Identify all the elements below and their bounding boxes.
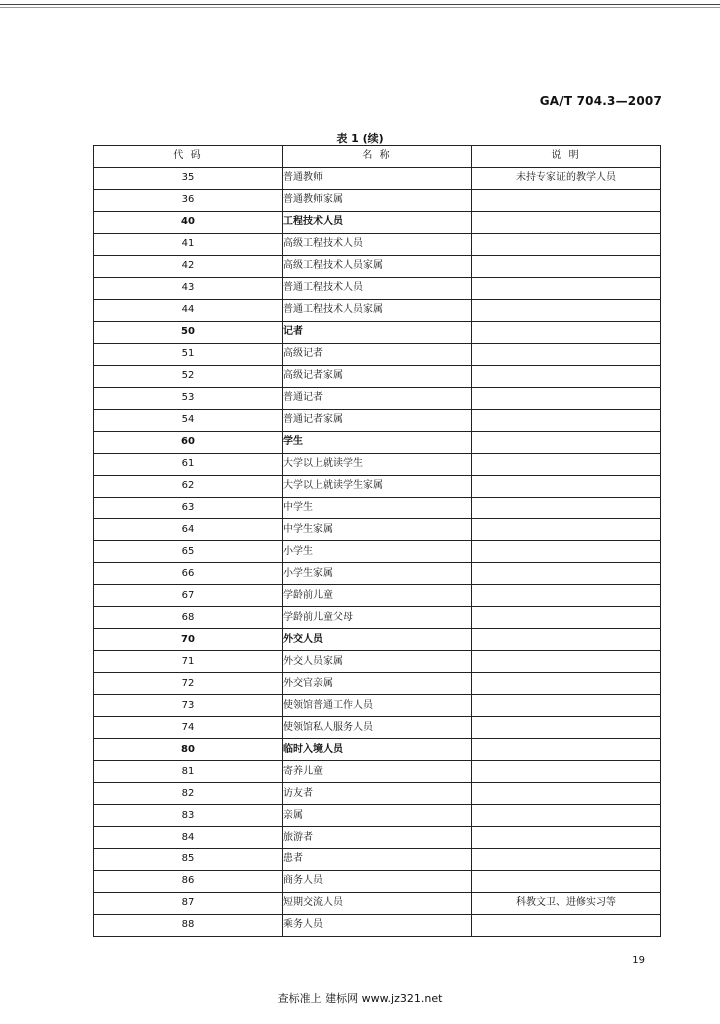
name-cell: 学龄前儿童父母 — [283, 607, 472, 629]
code-cell: 71 — [94, 651, 283, 673]
note-cell — [472, 585, 661, 607]
name-cell: 短期交流人员 — [283, 892, 472, 914]
note-cell — [472, 849, 661, 871]
note-cell — [472, 365, 661, 387]
note-cell — [472, 870, 661, 892]
code-cell: 81 — [94, 761, 283, 783]
code-cell: 36 — [94, 189, 283, 211]
table-row — [94, 409, 661, 431]
table-row — [94, 541, 661, 563]
note-cell — [472, 233, 661, 255]
name-cell: 普通工程技术人员 — [283, 277, 472, 299]
name-cell: 高级记者家属 — [283, 365, 472, 387]
name-cell: 大学以上就读学生 — [283, 453, 472, 475]
table-row — [94, 387, 661, 409]
note-cell — [472, 431, 661, 453]
name-cell: 普通教师家属 — [283, 189, 472, 211]
code-cell: 53 — [94, 387, 283, 409]
table-row — [94, 607, 661, 629]
note-cell — [472, 783, 661, 805]
note-cell — [472, 651, 661, 673]
note-cell — [472, 717, 661, 739]
table-row — [94, 189, 661, 211]
code-cell: 40 — [94, 211, 283, 233]
note-cell — [472, 519, 661, 541]
note-cell — [472, 695, 661, 717]
note-cell — [472, 761, 661, 783]
note-cell — [472, 563, 661, 585]
code-cell: 66 — [94, 563, 283, 585]
name-cell: 外交人员 — [283, 629, 472, 651]
note-cell — [472, 805, 661, 827]
table-row — [94, 233, 661, 255]
top-border-rule-secondary — [0, 7, 720, 8]
page-number: 19 — [632, 955, 645, 966]
table-row — [94, 849, 661, 871]
note-cell — [472, 827, 661, 849]
table-body — [94, 167, 661, 936]
name-cell: 乘务人员 — [283, 914, 472, 936]
name-cell: 寄养儿童 — [283, 761, 472, 783]
code-cell: 80 — [94, 739, 283, 761]
name-cell: 大学以上就读学生家属 — [283, 475, 472, 497]
table-title: 表 1 (续) — [336, 132, 384, 145]
name-cell: 高级工程技术人员家属 — [283, 255, 472, 277]
code-cell: 43 — [94, 277, 283, 299]
code-cell: 68 — [94, 607, 283, 629]
table-row — [94, 651, 661, 673]
name-cell: 普通教师 — [283, 167, 472, 189]
name-cell: 使领馆私人服务人员 — [283, 717, 472, 739]
table-row — [94, 695, 661, 717]
note-cell — [472, 541, 661, 563]
table-row — [94, 563, 661, 585]
code-cell: 63 — [94, 497, 283, 519]
name-cell: 中学生 — [283, 497, 472, 519]
table-row — [94, 673, 661, 695]
code-cell: 83 — [94, 805, 283, 827]
table-row — [94, 365, 661, 387]
note-cell — [472, 211, 661, 233]
note-cell — [472, 673, 661, 695]
table-row — [94, 431, 661, 453]
table-header-row — [94, 146, 661, 168]
table-row — [94, 914, 661, 936]
name-cell: 学生 — [283, 431, 472, 453]
code-cell: 87 — [94, 892, 283, 914]
code-cell: 65 — [94, 541, 283, 563]
column-header-note: 说 明 — [472, 146, 661, 168]
name-cell: 外交人员家属 — [283, 651, 472, 673]
code-cell: 42 — [94, 255, 283, 277]
note-cell — [472, 255, 661, 277]
note-cell — [472, 453, 661, 475]
note-cell: 未持专家证的教学人员 — [472, 167, 661, 189]
note-cell: 科教文卫、进修实习等 — [472, 892, 661, 914]
note-cell — [472, 387, 661, 409]
name-cell: 小学生家属 — [283, 563, 472, 585]
code-cell: 82 — [94, 783, 283, 805]
table-row — [94, 343, 661, 365]
column-header-code: 代 码 — [94, 146, 283, 168]
note-cell — [472, 277, 661, 299]
table-row — [94, 892, 661, 914]
code-cell: 64 — [94, 519, 283, 541]
table-row — [94, 870, 661, 892]
table-row — [94, 629, 661, 651]
code-table — [93, 145, 661, 937]
note-cell — [472, 343, 661, 365]
code-cell: 72 — [94, 673, 283, 695]
table-row — [94, 299, 661, 321]
name-cell: 高级工程技术人员 — [283, 233, 472, 255]
note-cell — [472, 497, 661, 519]
code-cell: 51 — [94, 343, 283, 365]
table-row — [94, 475, 661, 497]
table-row — [94, 585, 661, 607]
note-cell — [472, 914, 661, 936]
table-row — [94, 519, 661, 541]
code-cell: 70 — [94, 629, 283, 651]
code-cell: 86 — [94, 870, 283, 892]
table-row — [94, 255, 661, 277]
note-cell — [472, 739, 661, 761]
name-cell: 学龄前儿童 — [283, 585, 472, 607]
name-cell: 商务人员 — [283, 870, 472, 892]
table-row — [94, 277, 661, 299]
name-cell: 小学生 — [283, 541, 472, 563]
name-cell: 高级记者 — [283, 343, 472, 365]
note-cell — [472, 321, 661, 343]
code-cell: 35 — [94, 167, 283, 189]
top-border-rule — [0, 4, 720, 5]
code-cell: 52 — [94, 365, 283, 387]
name-cell: 外交官亲属 — [283, 673, 472, 695]
name-cell: 普通记者家属 — [283, 409, 472, 431]
code-cell: 85 — [94, 849, 283, 871]
footer-watermark-text: 查标准上 建标网 www.jz321.net — [277, 992, 443, 1005]
code-cell: 54 — [94, 409, 283, 431]
table-row — [94, 739, 661, 761]
name-cell: 记者 — [283, 321, 472, 343]
table-row — [94, 761, 661, 783]
code-cell: 61 — [94, 453, 283, 475]
standard-code: GA/T 704.3—2007 — [539, 94, 662, 108]
name-cell: 旅游者 — [283, 827, 472, 849]
name-cell: 使领馆普通工作人员 — [283, 695, 472, 717]
code-cell: 67 — [94, 585, 283, 607]
note-cell — [472, 299, 661, 321]
code-cell: 60 — [94, 431, 283, 453]
name-cell: 中学生家属 — [283, 519, 472, 541]
column-header-name: 名 称 — [283, 146, 472, 168]
note-cell — [472, 409, 661, 431]
code-cell: 88 — [94, 914, 283, 936]
table-row — [94, 717, 661, 739]
code-cell: 41 — [94, 233, 283, 255]
name-cell: 访友者 — [283, 783, 472, 805]
table-row — [94, 827, 661, 849]
table-row — [94, 453, 661, 475]
name-cell: 亲属 — [283, 805, 472, 827]
code-cell: 50 — [94, 321, 283, 343]
code-cell: 62 — [94, 475, 283, 497]
table-row — [94, 783, 661, 805]
name-cell: 工程技术人员 — [283, 211, 472, 233]
table-row — [94, 211, 661, 233]
name-cell: 患者 — [283, 849, 472, 871]
name-cell: 普通记者 — [283, 387, 472, 409]
code-cell: 74 — [94, 717, 283, 739]
code-cell: 44 — [94, 299, 283, 321]
table-row — [94, 497, 661, 519]
code-cell: 73 — [94, 695, 283, 717]
table-row — [94, 321, 661, 343]
note-cell — [472, 189, 661, 211]
note-cell — [472, 607, 661, 629]
table-row — [94, 805, 661, 827]
name-cell: 临时入境人员 — [283, 739, 472, 761]
code-cell: 84 — [94, 827, 283, 849]
note-cell — [472, 629, 661, 651]
table-row — [94, 167, 661, 189]
note-cell — [472, 475, 661, 497]
name-cell: 普通工程技术人员家属 — [283, 299, 472, 321]
